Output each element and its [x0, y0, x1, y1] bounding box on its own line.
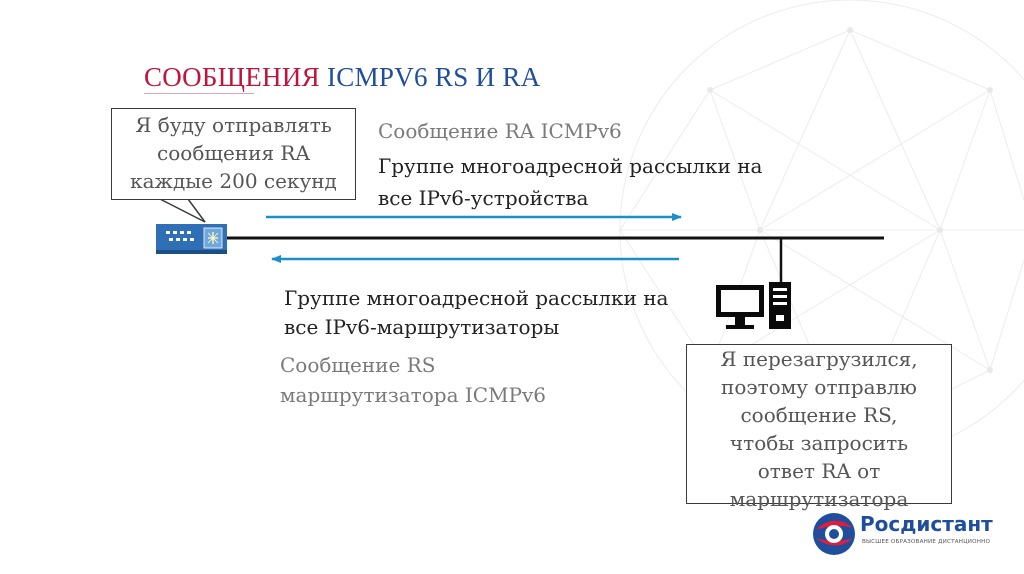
logo-tagline: ВЫСШЕЕ ОБРАЗОВАНИЕ ДИСТАНЦИОННО: [862, 539, 991, 545]
ra-message-desc: все IPv6-устройства: [378, 186, 589, 210]
ra-message-title: Сообщение RA ICMPv6: [378, 119, 622, 143]
pc-bubble-line: сообщение RS,: [740, 403, 898, 427]
rs-message-title: Сообщение RS: [280, 353, 436, 377]
pc-bubble-line: Я перезагрузился,: [720, 347, 918, 371]
pc-bubble-line: поэтому отправлю: [721, 375, 917, 399]
pc-speech-bubble: [686, 344, 952, 511]
rs-message-desc: все IPv6-маршрутизаторы: [284, 315, 560, 339]
pc-bubble-line: ответ RA от: [757, 459, 881, 483]
rs-message-title: маршрутизатора ICMPv6: [280, 383, 547, 407]
router-bubble-line: Я буду отправлять: [135, 113, 332, 137]
router-icon: [156, 224, 227, 254]
slide-title-part2: ICMPV6 RS И RA: [327, 62, 541, 92]
logo-name: Росдистант: [860, 512, 993, 536]
pc-bubble-line: маршрутизатора: [729, 487, 909, 511]
slide-title-part1: СООБЩЕНИЯ: [144, 62, 320, 92]
rs-message-desc: Группе многоадресной рассылки на: [284, 286, 669, 310]
pc-bubble-line: чтобы запросить: [729, 431, 909, 455]
router-speech-bubble: [111, 108, 356, 200]
ra-message-desc: Группе многоадресной рассылки на: [378, 154, 763, 178]
router-bubble-line: сообщения RA: [157, 141, 310, 165]
router-bubble-line: каждые 200 секунд: [130, 169, 337, 193]
pc-icon: [716, 282, 791, 329]
router-bubble-tail: [160, 199, 205, 222]
